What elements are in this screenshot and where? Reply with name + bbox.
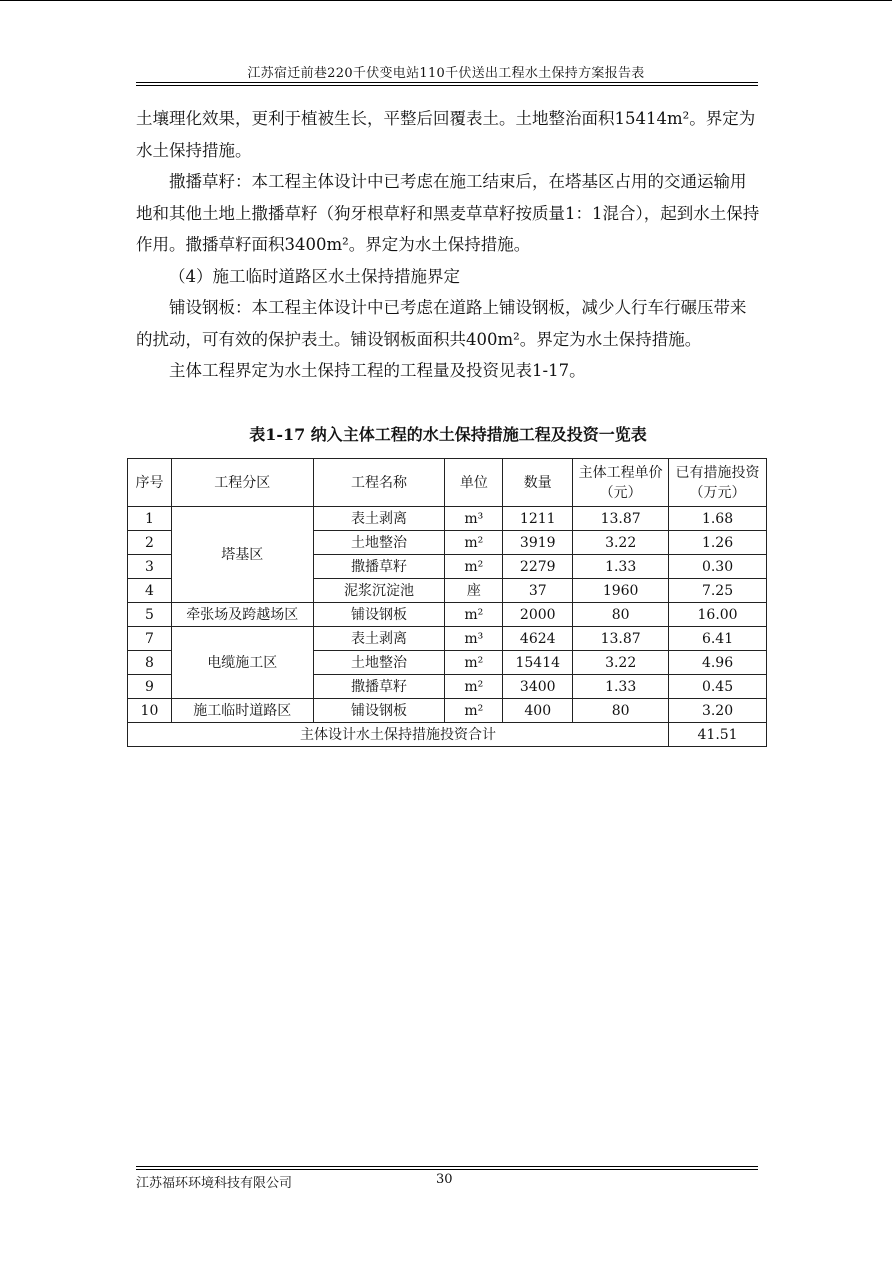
cell-price: 1.33 — [573, 675, 669, 699]
cell-invest: 6.41 — [669, 627, 767, 651]
table-row — [128, 627, 767, 651]
cell-invest: 0.30 — [669, 555, 767, 579]
header-unit: 单位 — [445, 459, 503, 507]
page-top-border — [0, 0, 892, 1]
investment-table — [127, 458, 767, 747]
cell-invest: 1.26 — [669, 531, 767, 555]
header-no: 序号 — [128, 459, 172, 507]
cell-invest: 3.20 — [669, 699, 767, 723]
cell-no: 4 — [128, 579, 172, 603]
table-row — [128, 699, 767, 723]
cell-qty: 3919 — [503, 531, 573, 555]
cell-unit: m³ — [445, 507, 503, 531]
cell-qty: 37 — [503, 579, 573, 603]
header-price: 主体工程单价（元） — [573, 459, 669, 507]
cell-no: 8 — [128, 651, 172, 675]
cell-name: 表土剥离 — [313, 627, 445, 651]
page-header-title: 江苏宿迁前巷220千伏变电站110千伏送出工程水土保持方案报告表 — [247, 66, 645, 81]
cell-no: 3 — [128, 555, 172, 579]
cell-unit: m³ — [445, 627, 503, 651]
cell-no: 2 — [128, 531, 172, 555]
cell-price: 13.87 — [573, 507, 669, 531]
cell-unit: 座 — [445, 579, 503, 603]
cell-unit: m² — [445, 675, 503, 699]
cell-price: 1960 — [573, 579, 669, 603]
cell-invest: 0.45 — [669, 675, 767, 699]
cell-invest: 16.00 — [669, 603, 767, 627]
paragraph-soil-leveling: 土壤理化效果，更利于植被生长，平整后回覆表土。土地整治面积15414m²。界定为水土保持措施。 — [136, 109, 756, 160]
header-invest: 已有措施投资（万元） — [669, 459, 767, 507]
cell-qty: 4624 — [503, 627, 573, 651]
cell-qty: 15414 — [503, 651, 573, 675]
cell-price: 1.33 — [573, 555, 669, 579]
header-rule — [136, 85, 758, 86]
cell-name: 泥浆沉淀池 — [313, 579, 445, 603]
cell-name: 土地整治 — [313, 651, 445, 675]
body-text — [136, 103, 760, 387]
cell-name: 撒播草籽 — [313, 555, 445, 579]
header-name: 工程名称 — [313, 459, 445, 507]
cell-name: 铺设钢板 — [313, 603, 445, 627]
table-row — [128, 507, 767, 531]
table-total-row — [128, 723, 767, 747]
cell-no: 10 — [128, 699, 172, 723]
cell-invest: 4.96 — [669, 651, 767, 675]
cell-price: 80 — [573, 699, 669, 723]
cell-price: 3.22 — [573, 651, 669, 675]
header-qty: 数量 — [503, 459, 573, 507]
cell-qty: 3400 — [503, 675, 573, 699]
cell-no: 9 — [128, 675, 172, 699]
cell-name: 铺设钢板 — [313, 699, 445, 723]
header-rule — [136, 82, 758, 83]
cell-no: 7 — [128, 627, 172, 651]
cell-qty: 1211 — [503, 507, 573, 531]
cell-name: 表土剥离 — [313, 507, 445, 531]
cell-price: 3.22 — [573, 531, 669, 555]
cell-qty: 2000 — [503, 603, 573, 627]
table-title: 表1-17 纳入主体工程的水土保持措施工程及投资一览表 — [249, 425, 647, 444]
paragraph-road-section-heading: （4）施工临时道路区水土保持措施界定 — [169, 266, 460, 286]
total-value: 41.51 — [669, 723, 767, 747]
cell-zone-road: 施工临时道路区 — [171, 699, 313, 723]
cell-invest: 1.68 — [669, 507, 767, 531]
cell-price: 80 — [573, 603, 669, 627]
cell-zone-tower: 塔基区 — [171, 507, 313, 603]
table-row — [128, 603, 767, 627]
cell-unit: m² — [445, 531, 503, 555]
cell-unit: m² — [445, 699, 503, 723]
cell-name: 土地整治 — [313, 531, 445, 555]
cell-no: 5 — [128, 603, 172, 627]
cell-qty: 2279 — [503, 555, 573, 579]
cell-name: 撒播草籽 — [313, 675, 445, 699]
footer-rule — [136, 1166, 758, 1167]
paragraph-steel-plate: 铺设钢板：本工程主体设计中已考虑在道路上铺设钢板，减少人行车行碾压带来的扰动，可有效的保护表土。铺设钢板面积共400m²。界定为水土保持措施。 — [136, 298, 747, 349]
table-header-row — [128, 459, 767, 507]
cell-unit: m² — [445, 555, 503, 579]
page-number: 30 — [436, 1172, 453, 1187]
paragraph-table-intro: 主体工程界定为水土保持工程的工程量及投资见表1-17。 — [169, 361, 586, 380]
total-label: 主体设计水土保持措施投资合计 — [128, 723, 669, 747]
cell-unit: m² — [445, 651, 503, 675]
cell-invest: 7.25 — [669, 579, 767, 603]
cell-price: 13.87 — [573, 627, 669, 651]
header-zone: 工程分区 — [171, 459, 313, 507]
paragraph-grass-seeding: 撒播草籽：本工程主体设计中已考虑在施工结束后，在塔基区占用的交通运输用地和其他土地上撒播草籽（狗牙根草籽和黑麦草草籽按质量1：1混合），起到水土保持作用。撒播草籽面积3400m²。界定为水土保持措施。 — [136, 172, 760, 254]
cell-zone-stringing: 牵张场及跨越场区 — [171, 603, 313, 627]
footer-company: 江苏福环环境科技有限公司 — [136, 1176, 293, 1191]
cell-zone-cable: 电缆施工区 — [171, 627, 313, 699]
cell-no: 1 — [128, 507, 172, 531]
cell-unit: m² — [445, 603, 503, 627]
cell-qty: 400 — [503, 699, 573, 723]
footer-rule — [136, 1169, 758, 1170]
